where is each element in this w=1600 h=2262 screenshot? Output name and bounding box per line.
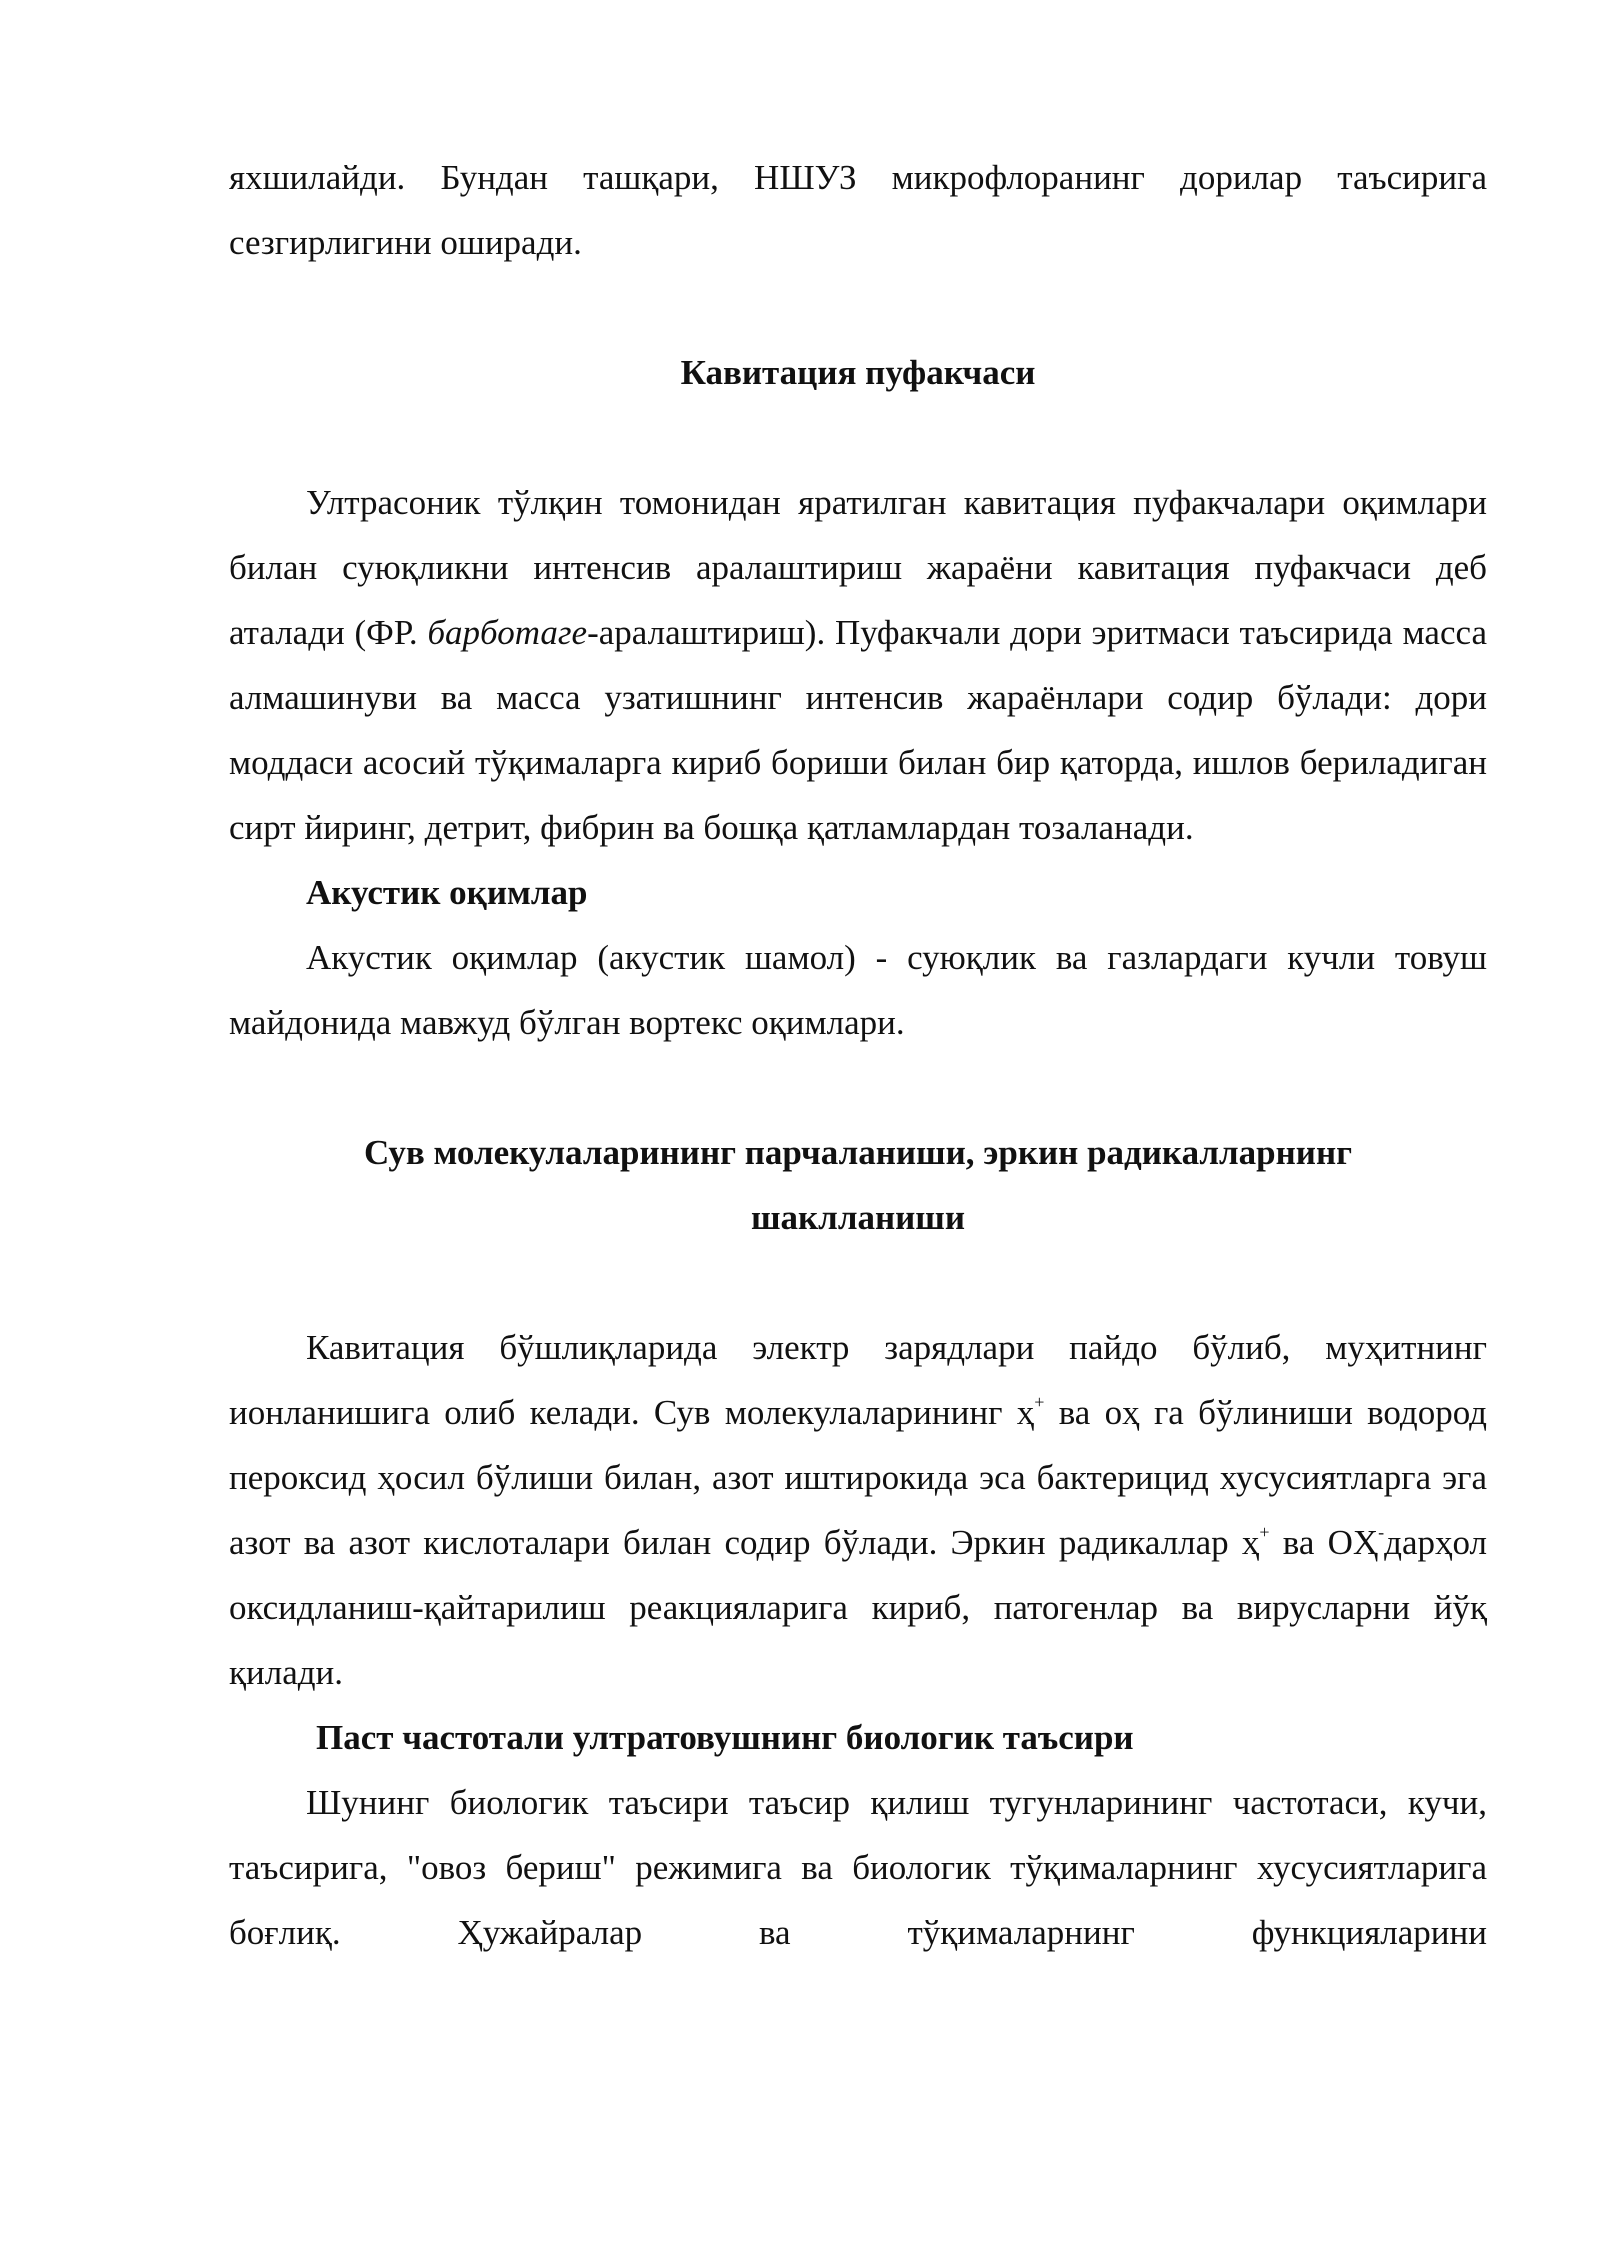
superscript-plus: + — [1259, 1522, 1270, 1542]
paragraph-cavitation-text-b: -аралаштириш). Пуфакчали дори эритмаси таъсирида масса алмашинуви ва масса узатишнинг интенсив жараёнлари содир бўлади: дори моддаси асосий тўқималарга кириб бориши билан бир қаторда, ишлов бериладиган сирт йиринг, детрит, фибрин ва бошқа қатламлардан тозаланади. — [229, 613, 1487, 847]
heading-low-frequency-ultrasound: Паст частотали ултратовушнинг биологик таъсири — [316, 1718, 1134, 1757]
paragraph-intro: яхшилайди. Бундан ташқари, НШУЗ микрофлоранинг дорилар таъсирига сезгирлигини оширади. — [229, 158, 1487, 262]
paragraph-radicals-text-a: Кавитация бўшлиқларида электр зарядлари пайдо бўлиб, муҳитнинг ионланишига олиб келади. Сув молекулаларининг ҳ — [229, 1328, 1487, 1432]
heading-cavitation-bubble: Кавитация пуфакчаси — [680, 353, 1036, 392]
heading-water-molecules-line1: Сув молекулаларининг парчаланиши, эркин радикалларнинг — [363, 1133, 1353, 1172]
heading-water-molecules-line2: шаклланиши — [750, 1198, 966, 1237]
italic-term: барботаге — [427, 613, 588, 652]
superscript-plus: + — [1034, 1392, 1045, 1412]
heading-acoustic-flows: Акустик оқимлар — [306, 873, 588, 912]
paragraph-biological-effect: Шунинг биологик таъсири таъсир қилиш тугунларининг частотаси, кучи, таъсирига, "овоз бериш" режимига ва биологик тўқималарнинг хусусиятларига боғлиқ. Ҳужайралар ва тўқималарнинг функцияларини — [229, 1783, 1487, 1952]
paragraph-acoustic-flows: Акустик оқимлар (акустик шамол) - суюқлик ва газлардаги кучли товуш майдонида мавжуд бўлган вортекс оқимлари. — [229, 938, 1487, 1042]
paragraph-cavitation — [229, 470, 1487, 860]
paragraph-radicals-text-b: ва оҳ га бўлиниши водород пероксид ҳосил бўлиши билан, азот иштирокида эса бактерицид хусусиятларга эга азот ва азот кислоталари билан содир бўлади. Эркин радикаллар ҳ — [229, 1393, 1487, 1562]
document-page — [229, 145, 1487, 1965]
superscript-minus: - — [1378, 1522, 1385, 1542]
paragraph-radicals-text-d: дарҳол оксидланиш-қайтарилиш реакцияларига кириб, патогенлар ва вирусларни йўқ қилади. — [229, 1523, 1487, 1692]
paragraph-radicals — [229, 1315, 1487, 1705]
paragraph-radicals-text-c: ва ОҲ — [1269, 1523, 1379, 1562]
heading-water-molecules — [229, 1120, 1487, 1250]
paragraph-cavitation-text-a: Ултрасоник тўлқин томонидан яратилган кавитация пуфакчалари оқимлари билан суюқликни интенсив аралаштириш жараёни кавитация пуфакчаси деб аталади (ФР. — [229, 483, 1487, 652]
